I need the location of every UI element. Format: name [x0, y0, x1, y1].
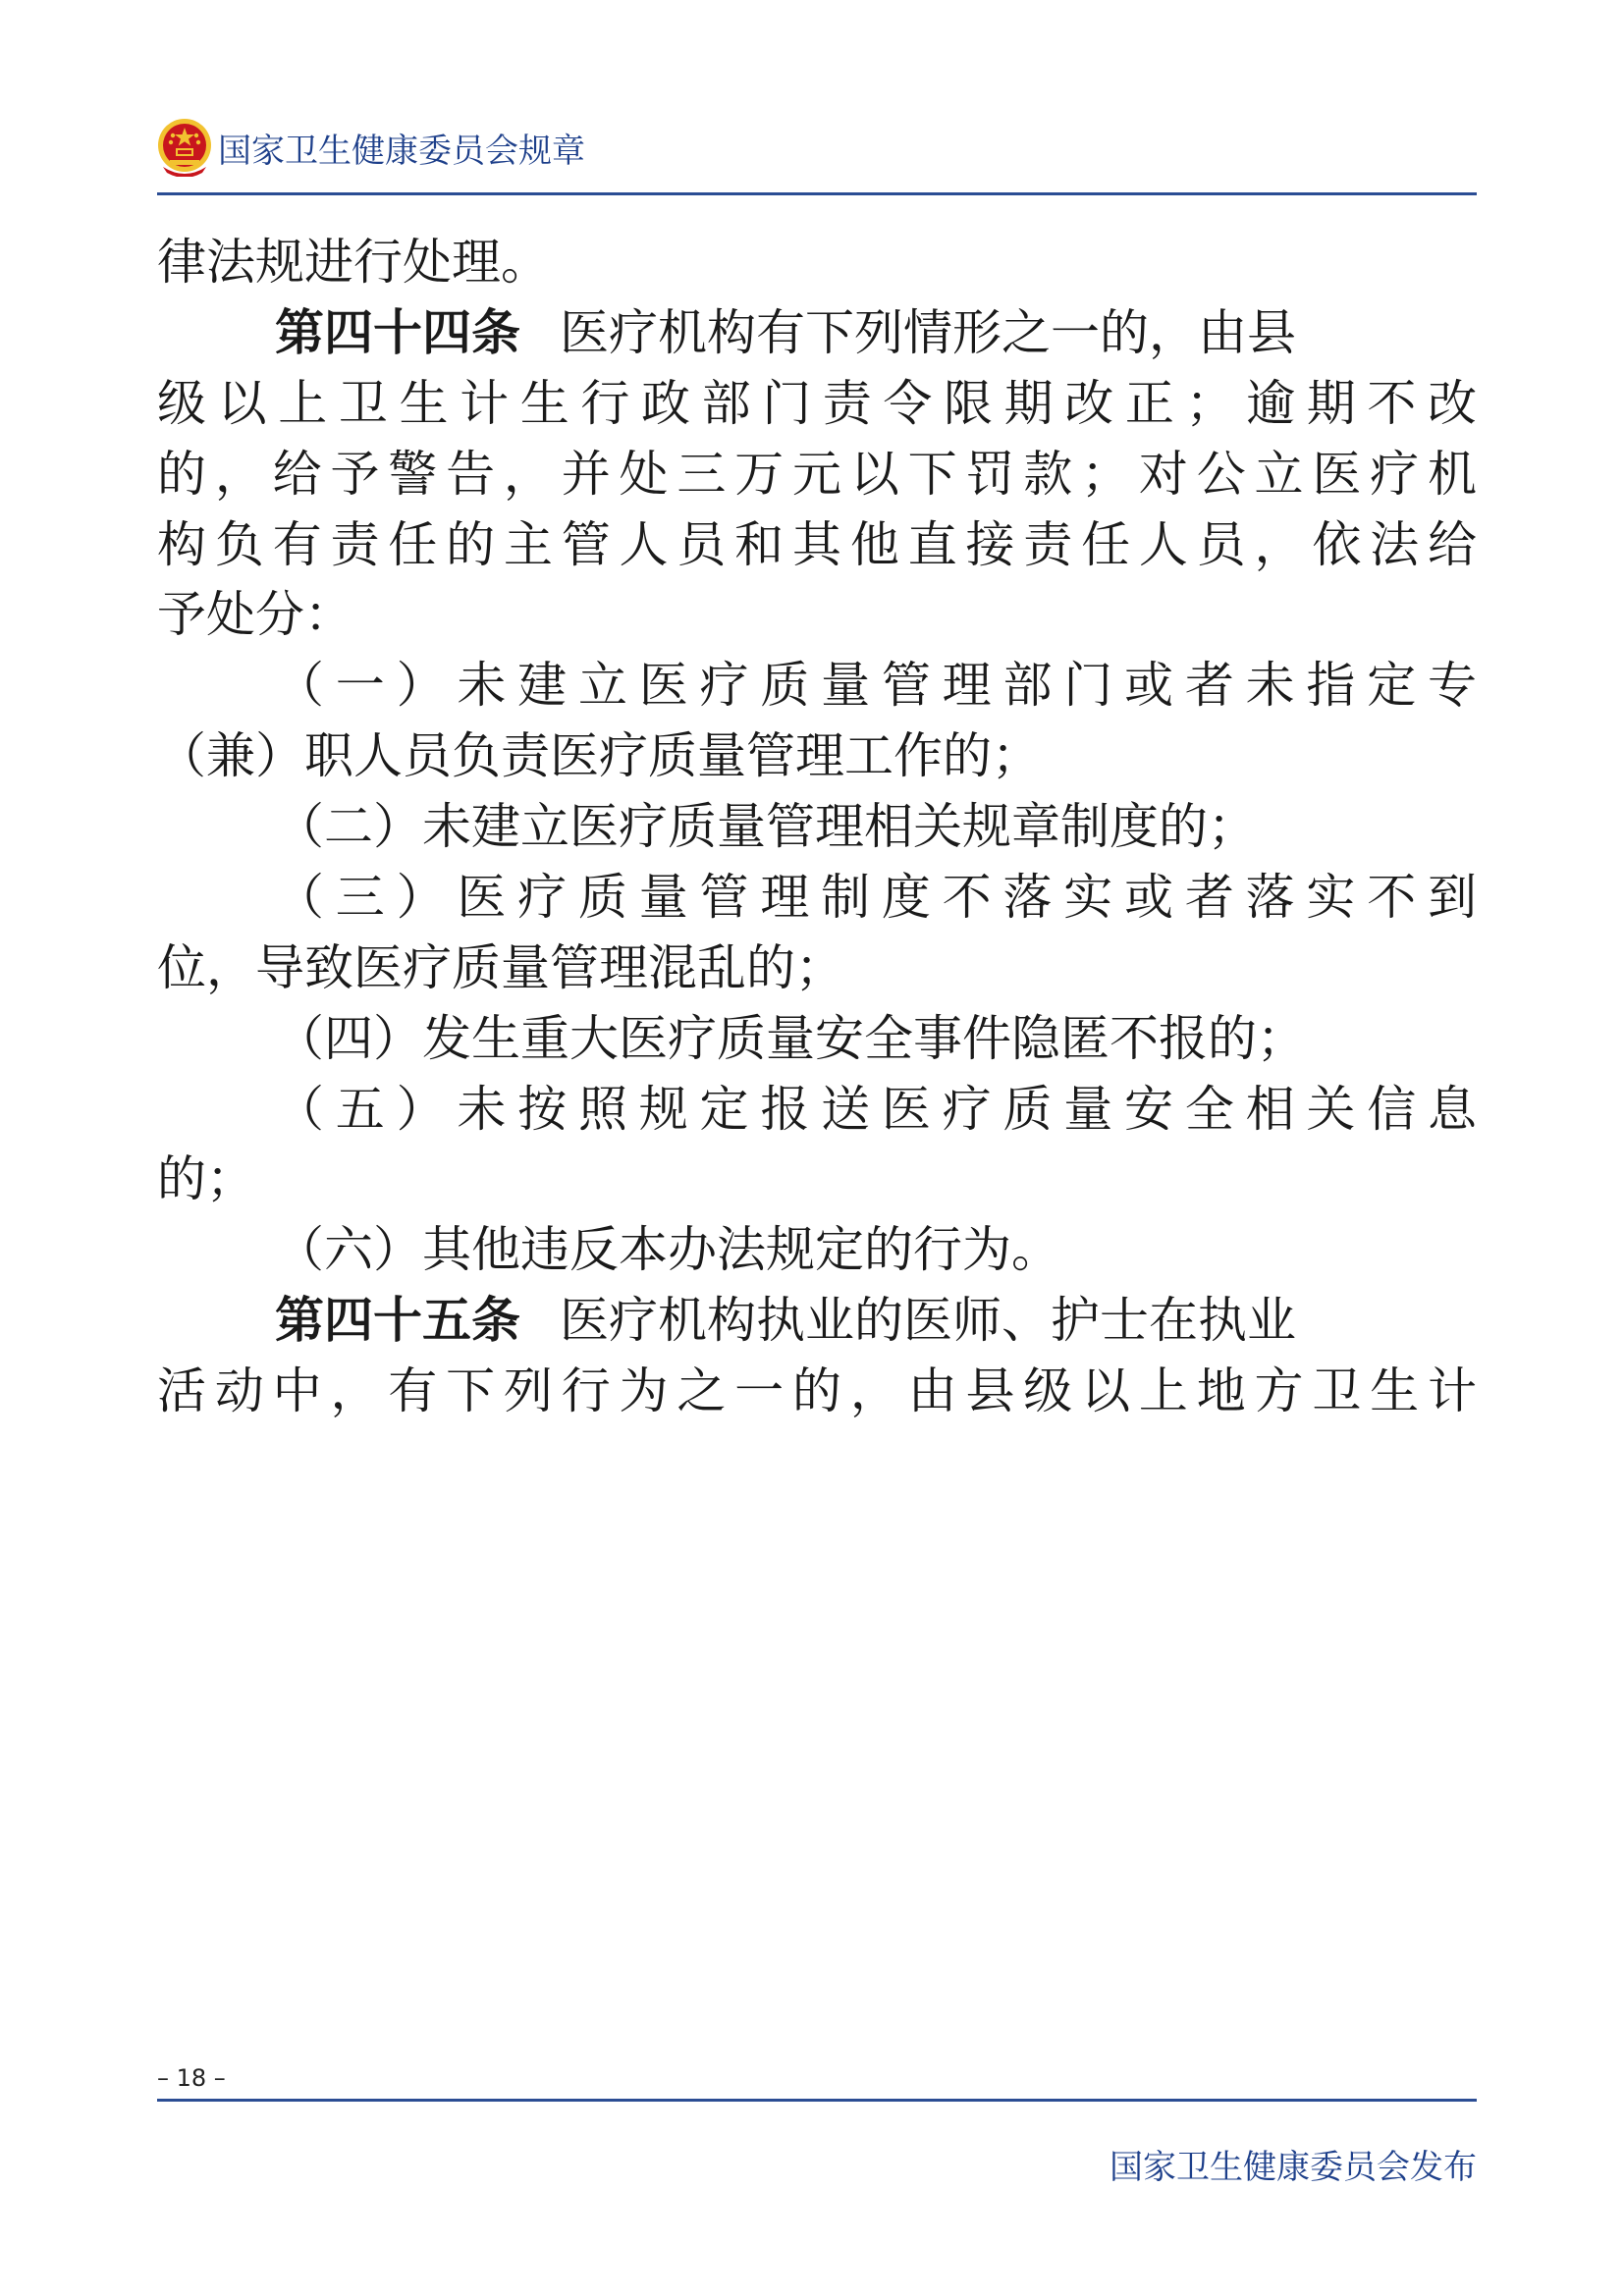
footer-publisher: 国家卫生健康委员会发布 — [1110, 2148, 1477, 2187]
text-line: 律法规进行处理。 — [157, 234, 550, 291]
article-45-label: 第四十五条 — [275, 1291, 520, 1349]
list-item-4: （四）发生重大医疗质量安全事件隐匿不报的； — [275, 1010, 1306, 1067]
text-line: 予处分： — [157, 586, 353, 643]
article-44-label: 第四十四条 — [275, 303, 520, 361]
list-item-2: （二）未建立医疗质量管理相关规章制度的； — [275, 798, 1257, 855]
article-44-heading-line — [275, 294, 1296, 372]
list-item-6: （六）其他违反本办法规定的行为。 — [275, 1221, 1060, 1278]
text-line: 位，导致医疗质量管理混乱的； — [157, 939, 844, 996]
footer-divider — [157, 2099, 1477, 2102]
text-line: 医疗机构执业的医师、护士在执业 — [560, 1292, 1296, 1349]
text-line: 的，给予警告，并处三万元以下罚款；对公立医疗机 — [157, 446, 1477, 503]
page-number: – 18 – — [157, 2064, 226, 2092]
text-line: 的； — [157, 1150, 255, 1207]
text-line: 级以上卫生计生行政部门责令限期改正；逾期不改 — [157, 375, 1477, 432]
article-45-heading-line — [275, 1281, 1296, 1360]
page-header — [157, 110, 1477, 196]
text-line: 构负有责任的主管人员和其他直接责任人员，依法给 — [157, 516, 1477, 573]
national-emblem-icon — [157, 116, 212, 177]
list-item-3: （三）医疗质量管理制度不落实或者落实不到 — [275, 869, 1477, 926]
list-item-1: （一）未建立医疗质量管理部门或者未指定专 — [275, 657, 1477, 714]
header-title: 国家卫生健康委员会规章 — [218, 132, 585, 171]
list-item-5: （五）未按照规定报送医疗质量安全相关信息 — [275, 1081, 1477, 1138]
text-line: 活动中，有下列行为之一的，由县级以上地方卫生计 — [157, 1362, 1477, 1419]
text-line: 医疗机构有下列情形之一的，由县 — [560, 304, 1296, 361]
text-line: （兼）职人员负责医疗质量管理工作的； — [157, 727, 1041, 784]
header-divider — [157, 192, 1477, 195]
